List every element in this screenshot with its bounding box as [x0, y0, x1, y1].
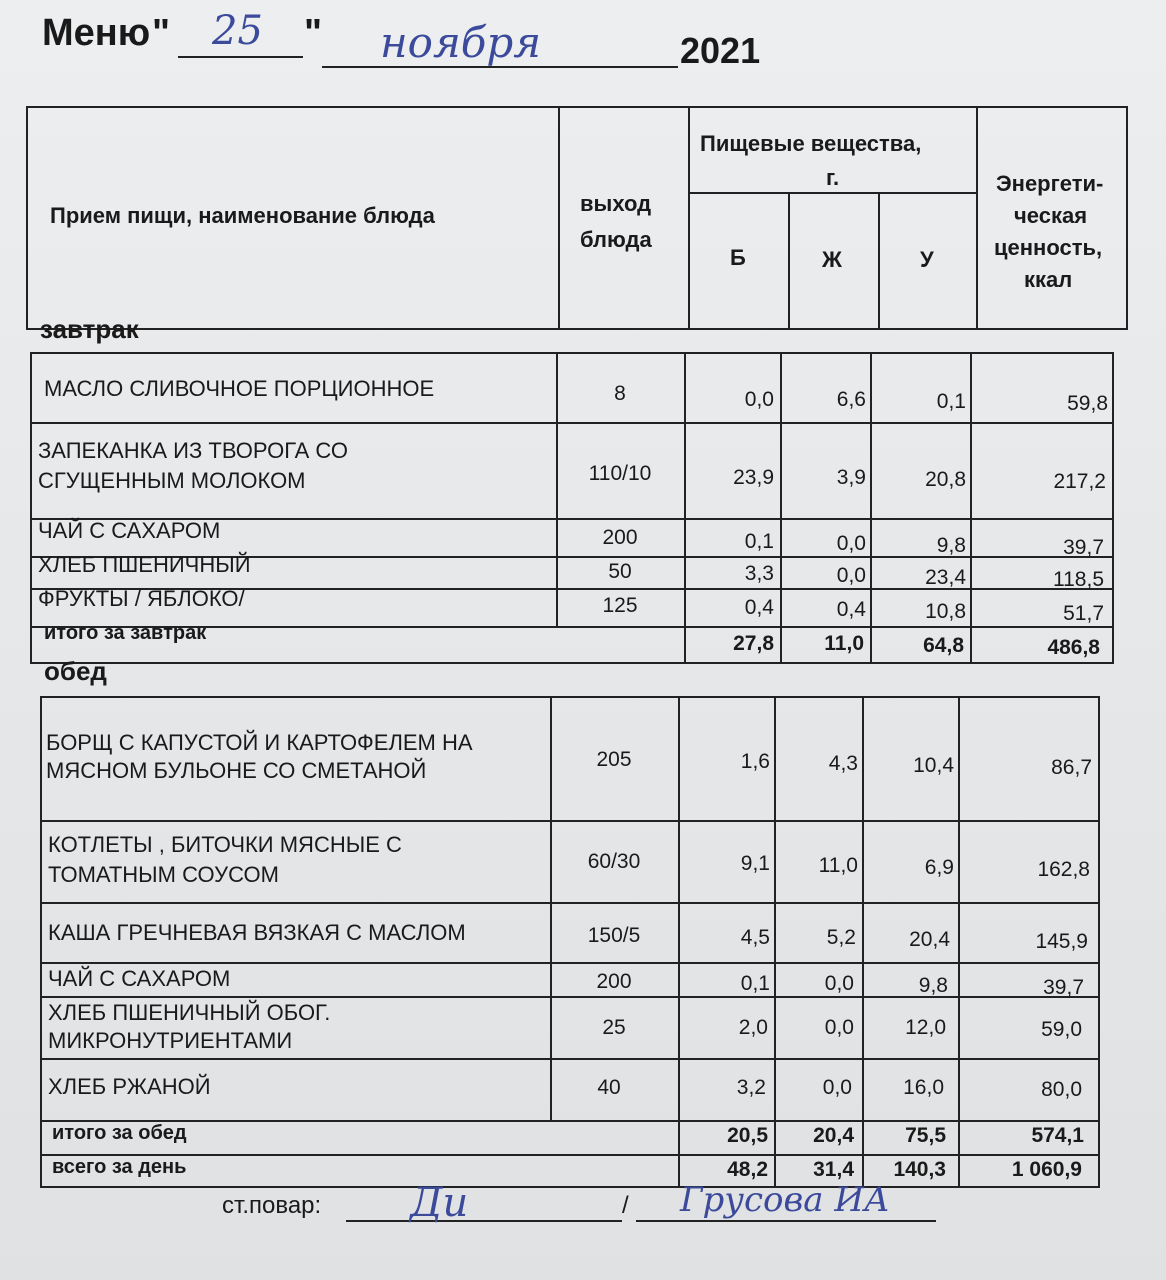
- breakfast-total-kcal: 486,8: [1047, 636, 1100, 659]
- dish-kcal: 59,8: [1067, 392, 1108, 415]
- menu-title: Меню: [42, 12, 151, 54]
- lunch-total-fat: 20,4: [813, 1124, 854, 1147]
- dish-yield: 150/5: [587, 924, 641, 947]
- handwritten-signature: Ди: [410, 1180, 469, 1226]
- dish-carbs: 9,8: [936, 534, 966, 557]
- dish-fat: 6,6: [836, 388, 866, 411]
- day-total-fat: 31,4: [813, 1158, 854, 1181]
- dish-protein: 3,3: [744, 562, 774, 585]
- header-energy-line2: ческая: [1014, 203, 1088, 228]
- dish-kcal: 162,8: [1037, 858, 1090, 881]
- dish-yield: 40: [597, 1076, 621, 1099]
- header-nutrients-line1: Пищевые вещества,: [700, 131, 922, 156]
- dish-protein: 0,4: [744, 596, 774, 619]
- day-total-carbs: 140,3: [893, 1158, 946, 1181]
- lunch-total-label: итого за обед: [52, 1122, 187, 1144]
- header-zh: Ж: [822, 247, 842, 272]
- day-underline: [178, 56, 303, 58]
- dish-carbs: 12,0: [905, 1016, 946, 1039]
- signature-separator: /: [622, 1192, 629, 1219]
- dish-carbs: 20,8: [925, 468, 966, 491]
- dish-fat: 0,0: [836, 564, 866, 587]
- header-yield-line2: блюда: [580, 227, 652, 252]
- divider: [688, 106, 690, 328]
- dish-fat: 0,0: [824, 972, 854, 995]
- divider: [976, 106, 978, 328]
- dish-yield: 125: [602, 594, 638, 617]
- dish-protein: 4,5: [740, 926, 770, 949]
- dish-kcal: 39,7: [1063, 536, 1104, 559]
- dish-yield: 200: [596, 970, 632, 993]
- dish-protein: 2,0: [738, 1016, 768, 1039]
- dish-protein: 0,1: [740, 972, 770, 995]
- dish-carbs: 23,4: [925, 566, 966, 589]
- dish-yield: 25: [602, 1016, 626, 1039]
- dish-kcal: 80,0: [1041, 1078, 1082, 1101]
- lunch-total-kcal: 574,1: [1031, 1124, 1084, 1147]
- lunch-total-protein: 20,5: [727, 1124, 768, 1147]
- divider: [878, 192, 880, 328]
- dish-name: БОРЩ С КАПУСТОЙ И КАРТОФЕЛЕМ НА: [46, 730, 473, 755]
- divider: [558, 106, 560, 328]
- header-energy-line3: ценность,: [994, 235, 1103, 260]
- dish-name: ФРУКТЫ / ЯБЛОКО/: [38, 586, 245, 611]
- dish-carbs: 20,4: [909, 928, 950, 951]
- dish-fat: 3,9: [836, 466, 866, 489]
- dish-name: КОТЛЕТЫ , БИТОЧКИ МЯСНЫЕ С: [48, 832, 402, 857]
- header-yield-line1: выход: [580, 191, 652, 216]
- dish-kcal: 51,7: [1063, 602, 1104, 625]
- section-lunch: обед: [44, 656, 107, 686]
- dish-name: МАСЛО СЛИВОЧНОЕ ПОРЦИОННОЕ: [44, 376, 435, 401]
- dish-protein: 23,9: [733, 466, 774, 489]
- day-total-protein: 48,2: [727, 1158, 768, 1181]
- dish-carbs: 6,9: [924, 856, 954, 879]
- dish-name: КАША ГРЕЧНЕВАЯ ВЯЗКАЯ С МАСЛОМ: [48, 920, 466, 945]
- divider: [40, 1120, 1100, 1122]
- handwritten-cook-name: Грусова ИА: [680, 1180, 890, 1220]
- dish-name-line2: МИКРОНУТРИЕНТАМИ: [48, 1028, 293, 1053]
- dish-yield: 50: [608, 560, 632, 583]
- dish-name-line2: МЯСНОМ БУЛЬОНЕ СО СМЕТАНОЙ: [46, 758, 427, 783]
- header-energy-line4: ккал: [1024, 267, 1073, 292]
- day-total-label: всего за день: [52, 1156, 187, 1178]
- dish-kcal: 118,5: [1053, 568, 1104, 591]
- dish-fat: 4,3: [828, 752, 858, 775]
- dish-fat: 11,0: [818, 854, 858, 877]
- breakfast-total-label: итого за завтрак: [44, 622, 207, 644]
- header-b: Б: [730, 245, 746, 270]
- dish-carbs: 16,0: [903, 1076, 944, 1099]
- dish-yield: 205: [596, 748, 632, 771]
- dish-kcal: 145,9: [1035, 930, 1088, 953]
- signature-line: [346, 1220, 622, 1222]
- dish-fat: 0,0: [822, 1076, 852, 1099]
- breakfast-total-carbs: 64,8: [923, 634, 964, 657]
- dish-protein: 0,1: [744, 530, 774, 553]
- dish-fat: 0,0: [836, 532, 866, 555]
- open-quote: ": [152, 12, 171, 54]
- cook-label: ст.повар:: [222, 1192, 322, 1219]
- dish-protein: 1,6: [740, 750, 770, 773]
- dish-fat: 0,0: [824, 1016, 854, 1039]
- header-meal: Прием пищи, наименование блюда: [50, 203, 435, 228]
- dish-name: ЗАПЕКАНКА ИЗ ТВОРОГА СО: [38, 438, 348, 463]
- name-line: [636, 1220, 936, 1222]
- dish-yield: 8: [614, 382, 626, 405]
- breakfast-total-protein: 27,8: [733, 632, 774, 655]
- divider: [788, 192, 790, 328]
- divider: [40, 902, 1100, 904]
- dish-fat: 0,4: [836, 598, 866, 621]
- dish-name: ХЛЕБ ПШЕНИЧНЫЙ ОБОГ.: [48, 1000, 331, 1025]
- handwritten-month: ноября: [380, 18, 542, 67]
- dish-fat: 5,2: [826, 926, 856, 949]
- divider: [40, 1058, 1100, 1060]
- dish-name: ХЛЕБ ПШЕНИЧНЫЙ: [38, 552, 251, 577]
- dish-yield: 110/10: [588, 462, 652, 485]
- close-quote: ": [304, 12, 323, 54]
- header-energy-line1: Энергети-: [996, 171, 1104, 196]
- dish-kcal: 86,7: [1051, 756, 1092, 779]
- day-total-kcal: 1 060,9: [1011, 1158, 1082, 1181]
- dish-name-line2: СГУЩЕННЫМ МОЛОКОМ: [38, 468, 306, 493]
- header-nutrients-line2: г.: [826, 165, 840, 190]
- dish-carbs: 10,4: [913, 754, 954, 777]
- handwritten-day: 25: [212, 8, 263, 54]
- breakfast-total-fat: 11,0: [824, 632, 864, 655]
- dish-name: ХЛЕБ РЖАНОЙ: [48, 1074, 211, 1099]
- dish-protein: 9,1: [740, 852, 770, 875]
- header-u: У: [920, 247, 934, 272]
- dish-carbs: 0,1: [936, 390, 966, 413]
- dish-yield: 60/30: [587, 850, 641, 873]
- dish-kcal: 217,2: [1053, 470, 1106, 493]
- dish-kcal: 39,7: [1043, 976, 1084, 999]
- menu-year: 2021: [680, 30, 761, 71]
- divider: [30, 422, 1114, 424]
- dish-yield: 200: [602, 526, 638, 549]
- dish-protein: 0,0: [744, 388, 774, 411]
- dish-name: ЧАЙ С САХАРОМ: [48, 966, 231, 991]
- dish-protein: 3,2: [736, 1076, 766, 1099]
- dish-name-line2: ТОМАТНЫМ СОУСОМ: [48, 862, 279, 887]
- divider: [40, 820, 1100, 822]
- dish-carbs: 10,8: [925, 600, 966, 623]
- dish-name: ЧАЙ С САХАРОМ: [38, 518, 221, 543]
- dish-kcal: 59,0: [1041, 1018, 1082, 1041]
- section-breakfast: завтрак: [40, 314, 139, 344]
- divider: [40, 1154, 1100, 1156]
- dish-carbs: 9,8: [918, 974, 948, 997]
- lunch-total-carbs: 75,5: [905, 1124, 946, 1147]
